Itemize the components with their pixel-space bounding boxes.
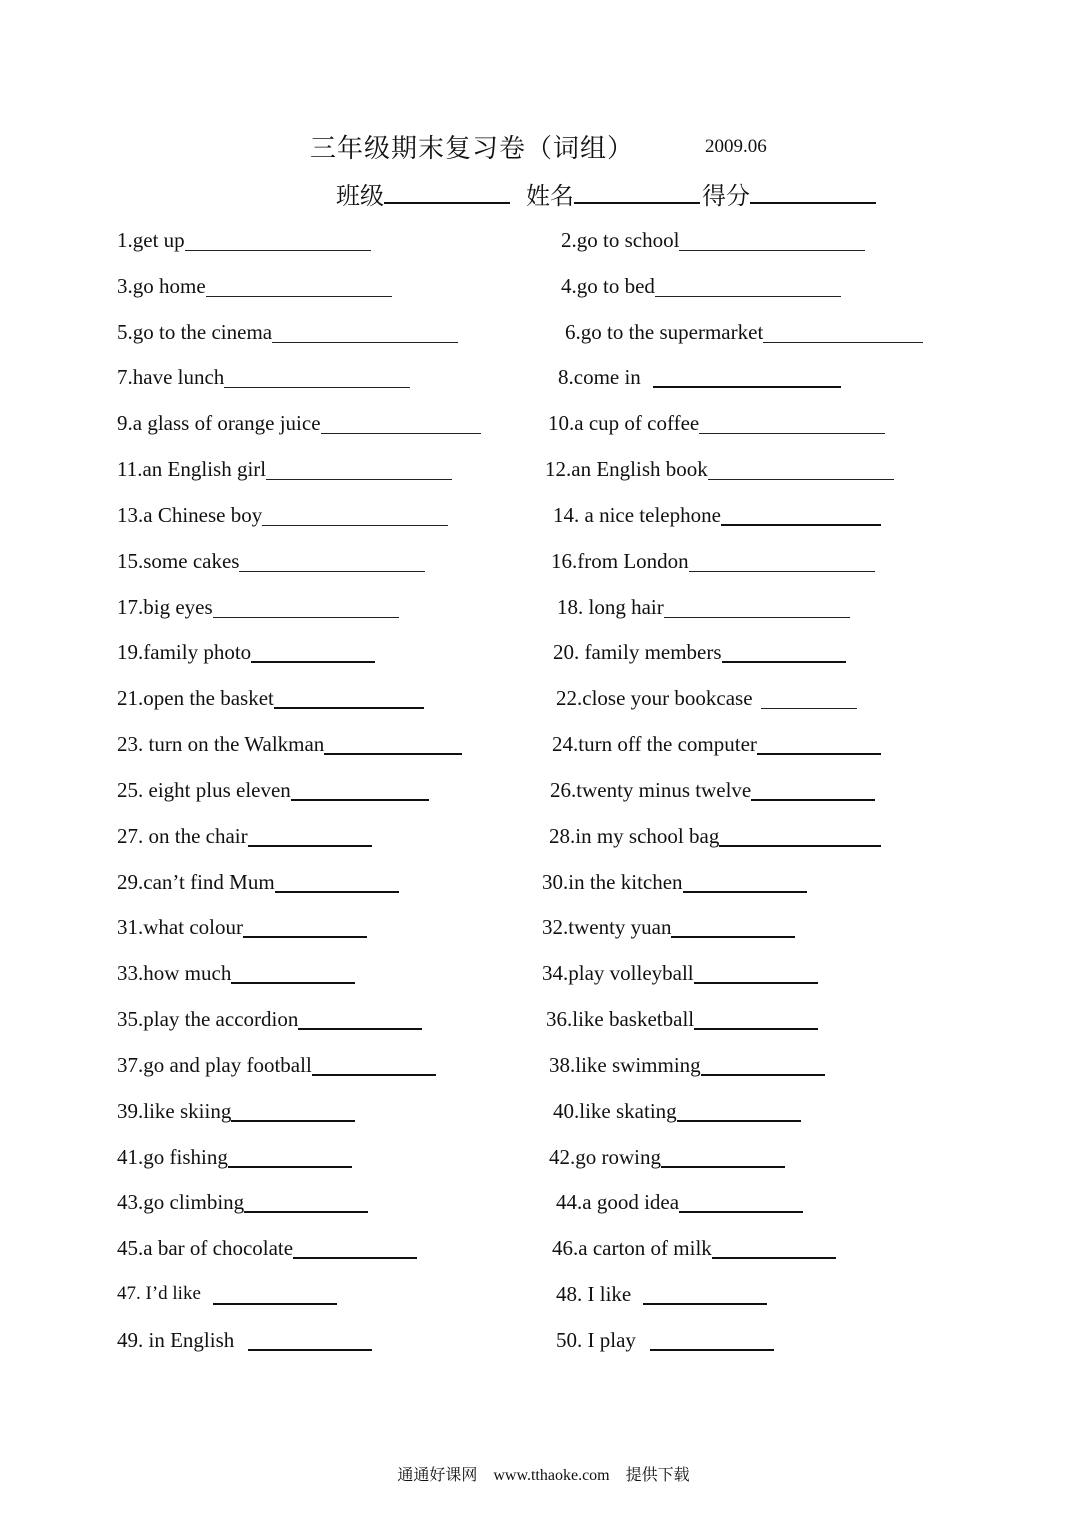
item-47: 47. I’d like (117, 1280, 337, 1308)
answer-blank[interactable] (679, 1191, 803, 1213)
item-17: 17.big eyes (117, 593, 399, 621)
item-42: 42.go rowing (549, 1143, 785, 1171)
answer-blank[interactable] (694, 962, 818, 984)
answer-blank[interactable] (757, 733, 881, 755)
page-title: 三年级期末复习卷（词组） (310, 134, 635, 163)
item-13: 13.a Chinese boy (117, 501, 448, 529)
item-7: 7.have lunch (117, 363, 410, 391)
answer-blank[interactable] (721, 504, 881, 526)
score-label: 得分 (702, 184, 750, 210)
answer-blank[interactable] (185, 230, 371, 251)
answer-blank[interactable] (228, 1146, 352, 1168)
answer-blank[interactable] (763, 322, 923, 343)
item-38: 38.like swimming (549, 1051, 825, 1079)
answer-blank[interactable] (321, 413, 481, 434)
item-40: 40.like skating (553, 1097, 801, 1125)
score-blank[interactable] (750, 176, 876, 204)
answer-blank[interactable] (298, 1008, 422, 1030)
answer-blank[interactable] (712, 1237, 836, 1259)
answer-blank[interactable] (671, 916, 795, 938)
answer-blank[interactable] (708, 459, 894, 480)
item-16: 16.from London (551, 547, 875, 575)
answer-blank[interactable] (701, 1054, 825, 1076)
item-3: 3.go home (117, 272, 392, 300)
title-row (0, 128, 1087, 168)
item-43: 43.go climbing (117, 1188, 368, 1216)
footer (0, 1462, 1087, 1485)
name-blank[interactable] (574, 176, 700, 204)
item-26: 26.twenty minus twelve (550, 776, 875, 804)
class-label: 班级 (336, 184, 384, 210)
answer-blank[interactable] (213, 1283, 337, 1305)
answer-blank[interactable] (231, 1100, 355, 1122)
answer-blank[interactable] (643, 1283, 767, 1305)
item-5: 5.go to the cinema (117, 318, 458, 346)
item-27: 27. on the chair (117, 822, 372, 850)
footer-action: 提供下载 (625, 1467, 690, 1484)
answer-blank[interactable] (689, 551, 875, 572)
answer-blank[interactable] (243, 916, 367, 938)
item-33: 33.how much (117, 959, 355, 987)
answer-blank[interactable] (677, 1100, 801, 1122)
answer-blank[interactable] (694, 1008, 818, 1030)
answer-blank[interactable] (661, 1146, 785, 1168)
answer-blank[interactable] (655, 276, 841, 297)
answer-blank[interactable] (751, 779, 875, 801)
item-36: 36.like basketball (546, 1005, 818, 1033)
answer-blank[interactable] (312, 1054, 436, 1076)
item-37: 37.go and play football (117, 1051, 436, 1079)
item-19: 19.family photo (117, 638, 375, 666)
answer-blank[interactable] (248, 825, 372, 847)
item-10: 10.a cup of coffee (548, 409, 885, 437)
item-35: 35.play the accordion (117, 1005, 422, 1033)
answer-blank[interactable] (272, 322, 458, 343)
item-45: 45.a bar of chocolate (117, 1234, 417, 1262)
answer-blank[interactable] (244, 1191, 368, 1213)
footer-url[interactable]: www.tthaoke.com (493, 1467, 610, 1484)
item-48: 48. I like (556, 1280, 767, 1308)
answer-blank[interactable] (251, 641, 375, 663)
item-8: 8.come in (558, 363, 841, 391)
answer-blank[interactable] (266, 459, 452, 480)
item-25: 25. eight plus eleven (117, 776, 429, 804)
answer-blank[interactable] (664, 597, 850, 618)
item-39: 39.like skiing (117, 1097, 355, 1125)
item-22: 22.close your bookcase (556, 684, 857, 712)
item-9: 9.a glass of orange juice (117, 409, 481, 437)
answer-blank[interactable] (291, 779, 429, 801)
item-32: 32.twenty yuan (542, 913, 795, 941)
item-4: 4.go to bed (561, 272, 841, 300)
answer-blank[interactable] (206, 276, 392, 297)
item-14: 14. a nice telephone (553, 501, 881, 529)
answer-blank[interactable] (653, 366, 841, 388)
answer-blank[interactable] (262, 505, 448, 526)
answer-blank[interactable] (239, 551, 425, 572)
item-46: 46.a carton of milk (552, 1234, 836, 1262)
item-49: 49. in English (117, 1326, 372, 1354)
student-info-row (336, 176, 936, 216)
answer-blank[interactable] (699, 413, 885, 434)
item-29: 29.can’t find Mum (117, 868, 399, 896)
item-30: 30.in the kitchen (542, 868, 807, 896)
item-28: 28.in my school bag (549, 822, 881, 850)
answer-blank[interactable] (248, 1329, 372, 1351)
answer-blank[interactable] (293, 1237, 417, 1259)
item-2: 2.go to school (561, 226, 865, 254)
answer-blank[interactable] (231, 962, 355, 984)
item-1: 1.get up (117, 226, 371, 254)
answer-blank[interactable] (275, 871, 399, 893)
item-31: 31.what colour (117, 913, 367, 941)
item-44: 44.a good idea (556, 1188, 803, 1216)
name-label: 姓名 (526, 184, 574, 210)
item-21: 21.open the basket (117, 684, 424, 712)
answer-blank[interactable] (719, 825, 881, 847)
footer-site-name: 通通好课网 (397, 1467, 478, 1484)
item-20: 20. family members (553, 638, 846, 666)
exam-date: 2009.06 (705, 136, 767, 157)
answer-blank[interactable] (213, 597, 399, 618)
item-34: 34.play volleyball (542, 959, 818, 987)
item-41: 41.go fishing (117, 1143, 352, 1171)
item-23: 23. turn on the Walkman (117, 730, 462, 758)
item-11: 11.an English girl (117, 455, 452, 483)
item-18: 18. long hair (557, 593, 850, 621)
item-50: 50. I play (556, 1326, 774, 1354)
answer-blank[interactable] (224, 367, 410, 388)
name-field (526, 176, 700, 211)
score-field (702, 176, 876, 211)
answer-blank[interactable] (722, 641, 846, 663)
item-15: 15.some cakes (117, 547, 425, 575)
answer-blank[interactable] (761, 688, 857, 709)
answer-blank[interactable] (679, 230, 865, 251)
answer-blank[interactable] (274, 687, 424, 709)
class-blank[interactable] (384, 176, 510, 204)
item-12: 12.an English book (545, 455, 894, 483)
answer-blank[interactable] (650, 1329, 774, 1351)
answer-blank[interactable] (324, 733, 462, 755)
answer-blank[interactable] (683, 871, 807, 893)
item-24: 24.turn off the computer (552, 730, 881, 758)
item-6: 6.go to the supermarket (565, 318, 923, 346)
class-field (336, 176, 510, 211)
